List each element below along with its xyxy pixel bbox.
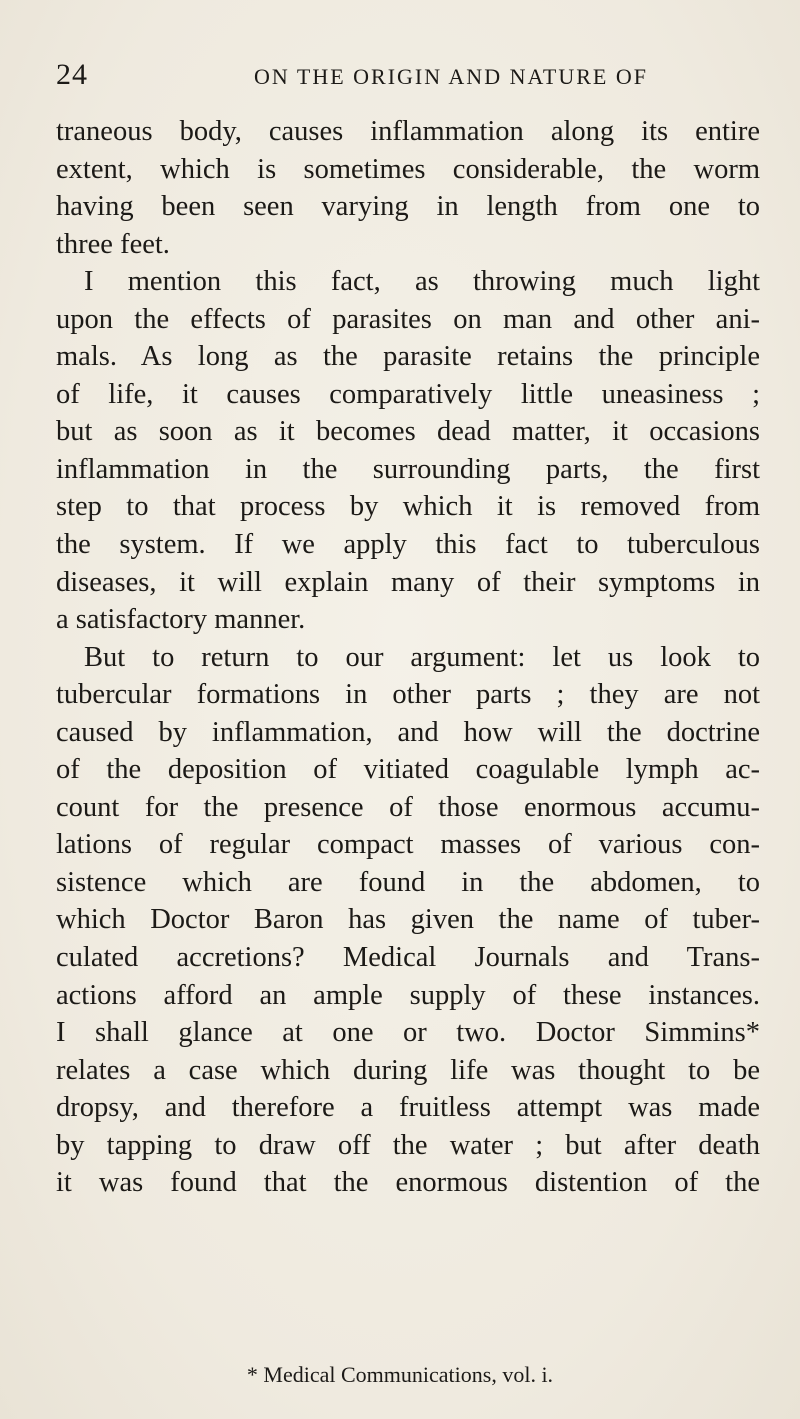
- text-line: actions afford an ample supply of these instances.: [56, 979, 760, 1011]
- text-line: step to that process by which it is removed from: [56, 491, 760, 523]
- text-line: of life, it causes comparatively little uneasiness ;: [56, 378, 760, 410]
- text-line: extent, which is sometimes considerable, the worm: [56, 153, 760, 185]
- text-line: culated accretions? Medical Journals and Trans-: [56, 942, 760, 974]
- text-line: sistence which are found in the abdomen, to: [56, 866, 760, 898]
- footnote: * Medical Communications, vol. i.: [246, 1362, 554, 1387]
- text-line: traneous body, causes inflammation along its entire: [56, 116, 760, 147]
- text-line: dropsy, and therefore a fruitless attempt was made: [56, 1092, 760, 1124]
- text-line: tubercular formations in other parts ; they are not: [56, 679, 760, 711]
- text-line: three feet.: [56, 228, 170, 260]
- text-line: I shall glance at one or two. Doctor Simmins*: [56, 1017, 760, 1049]
- text-line: relates a case which during life was thought to be: [56, 1054, 760, 1086]
- text-line: the system. If we apply this fact to tuberculous: [56, 529, 760, 561]
- text-line: of the deposition of vitiated coagulable lymph ac-: [56, 754, 760, 786]
- text-line: it was found that the enormous distention of the: [56, 1167, 760, 1199]
- text-line: having been seen varying in length from one to: [56, 191, 760, 223]
- running-head: ON THE ORIGIN AND NATURE OF: [254, 64, 648, 89]
- text-line: but as soon as it becomes dead matter, it occasions: [56, 416, 760, 448]
- text-line: by tapping to draw off the water ; but after death: [56, 1129, 760, 1161]
- text-line: caused by inflammation, and how will the doctrine: [56, 716, 760, 748]
- page-number: 24: [56, 58, 88, 91]
- body-text: [56, 113, 760, 1202]
- text-line: lations of regular compact masses of various con-: [56, 829, 760, 861]
- text-line: a satisfactory manner.: [56, 604, 306, 636]
- text-line: which Doctor Baron has given the name of tuber-: [56, 904, 760, 936]
- text-line: count for the presence of those enormous accumu-: [56, 791, 760, 823]
- text-line: But to return to our argument: let us look to: [84, 641, 760, 673]
- page-header: [56, 58, 756, 98]
- text-line: mals. As long as the parasite retains the principle: [56, 341, 760, 373]
- text-line: I mention this fact, as throwing much light: [84, 266, 760, 298]
- text-line: diseases, it will explain many of their symptoms in: [56, 566, 760, 598]
- text-line: upon the effects of parasites on man and other ani-: [56, 303, 760, 335]
- text-line: inflammation in the surrounding parts, the first: [56, 453, 760, 485]
